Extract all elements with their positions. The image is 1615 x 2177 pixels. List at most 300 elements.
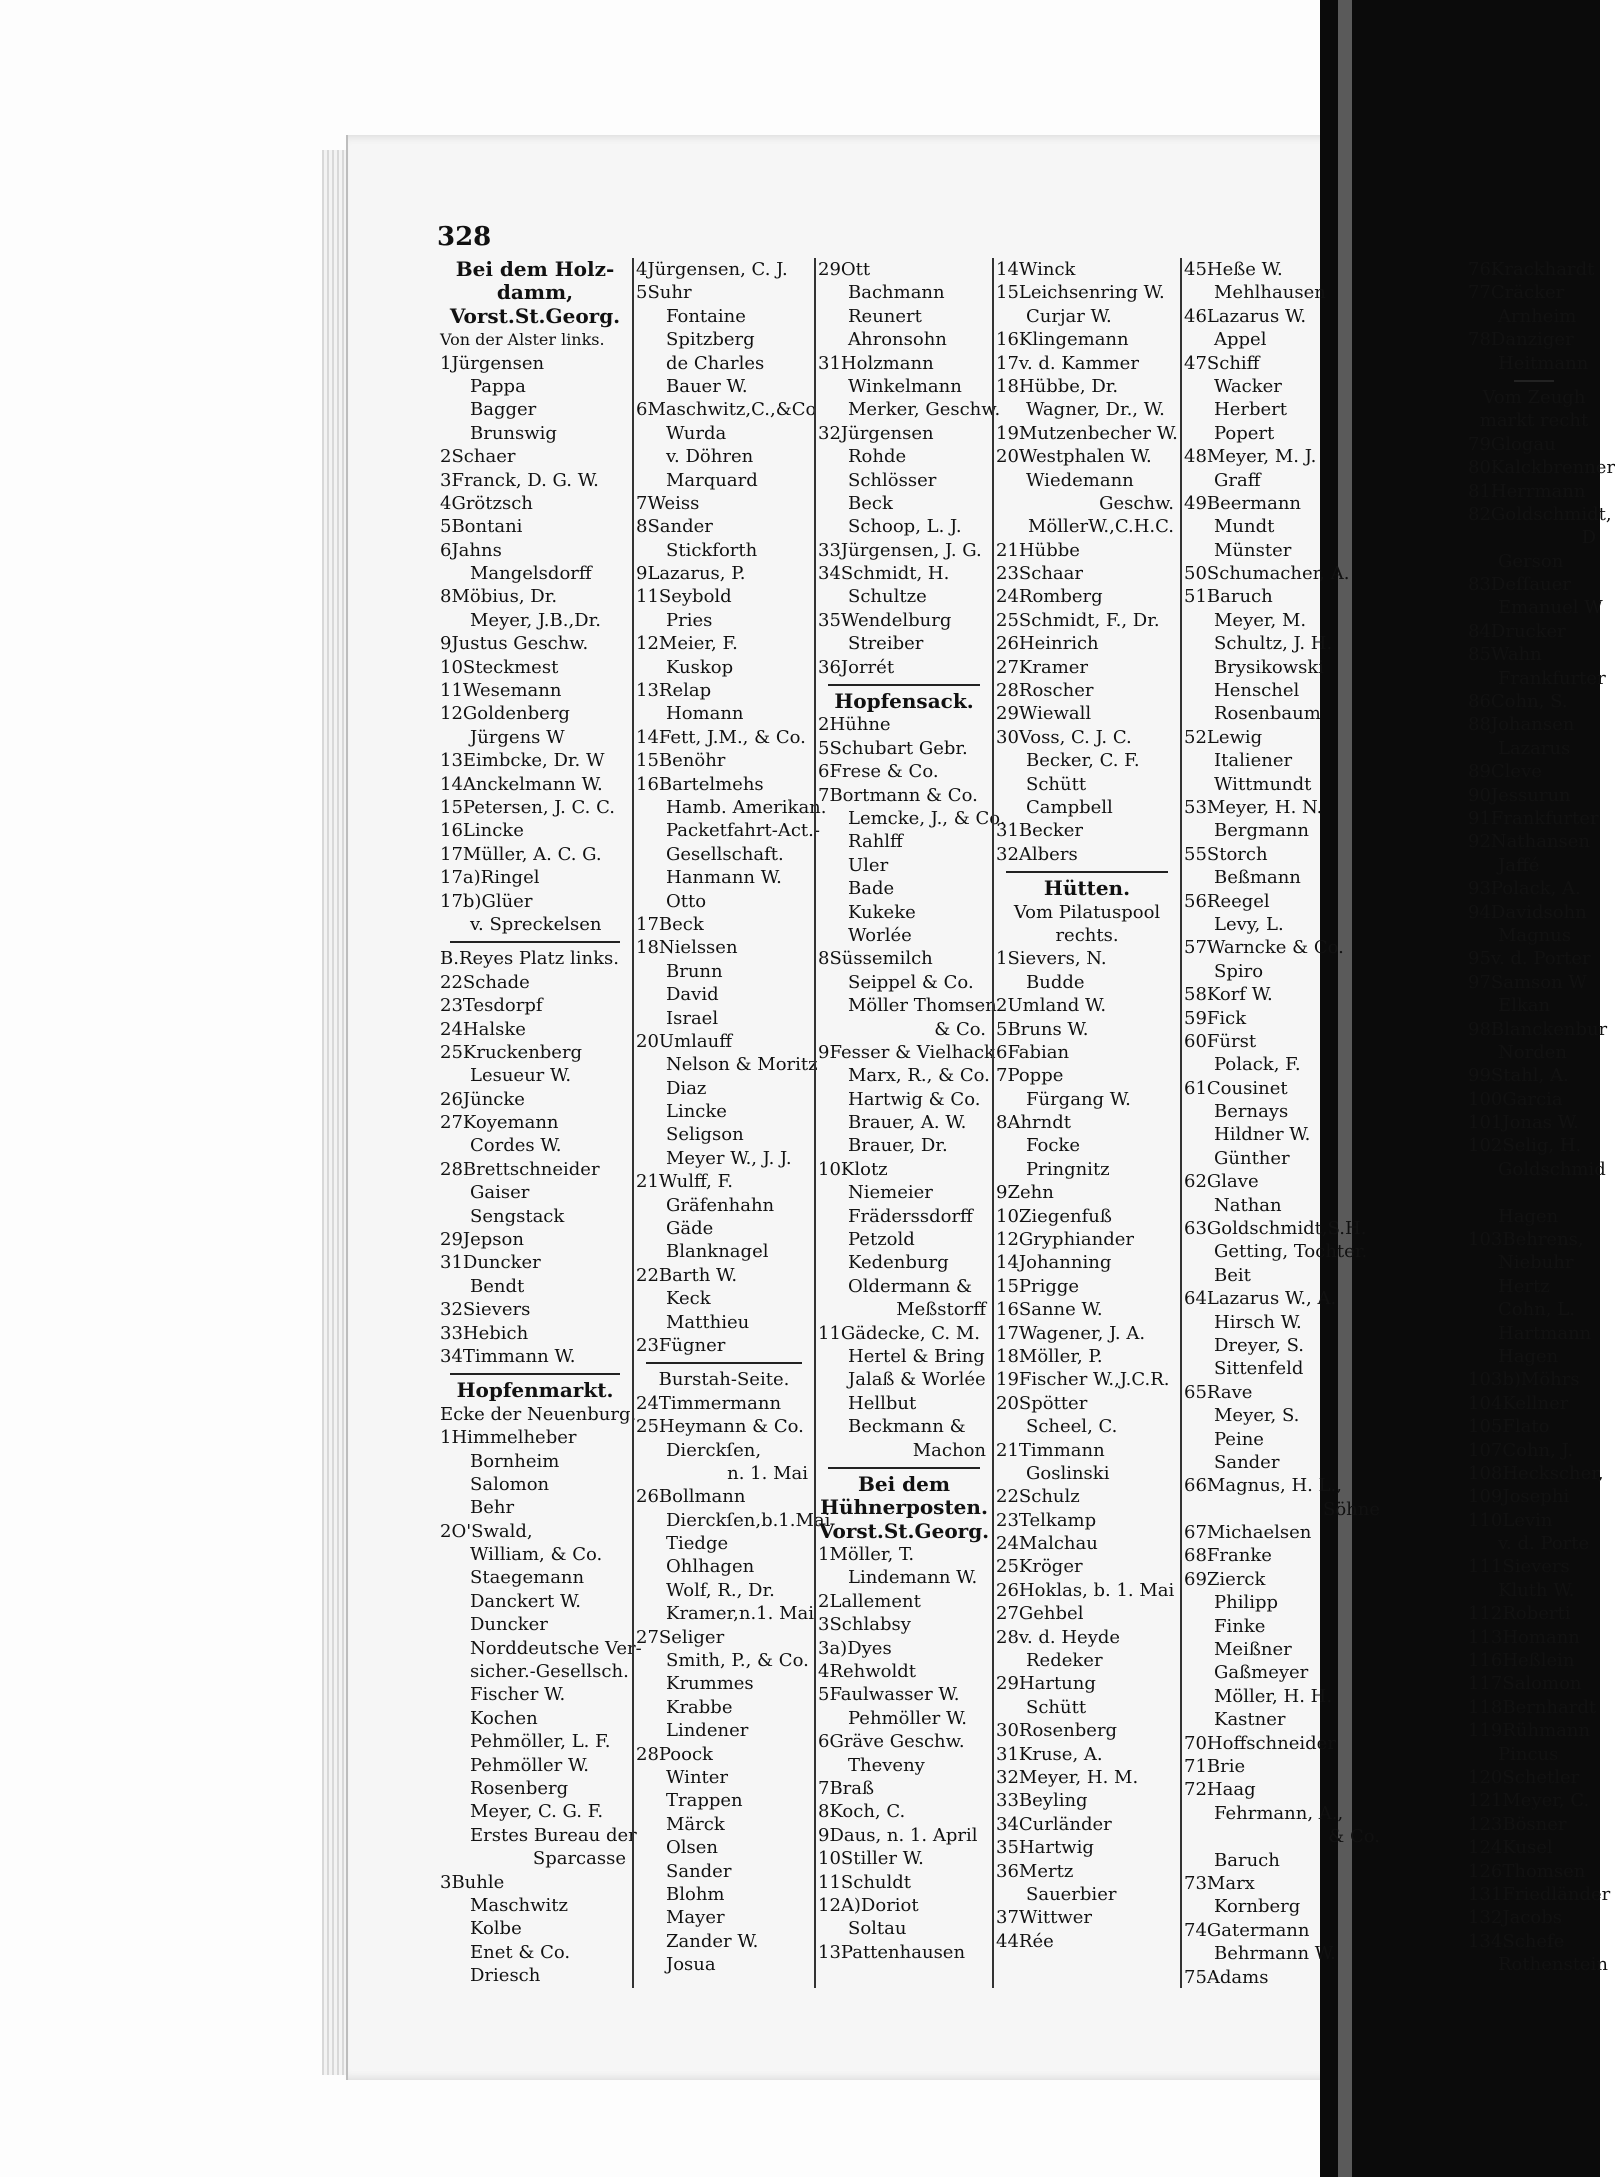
directory-entry: 49Beermann: [1184, 492, 1302, 514]
directory-entry: 10Stiller W.: [818, 1848, 924, 1870]
directory-entry: Reunert: [848, 305, 922, 327]
directory-entry: 70Hoffschneider: [1184, 1732, 1336, 1754]
directory-entry: Fehrmann, A.,: [1214, 1802, 1344, 1824]
directory-entry: 48Meyer, M. J.: [1184, 446, 1317, 468]
directory-entry: Kedenburg: [848, 1252, 949, 1274]
directory-entry: Wittmundt: [1214, 773, 1312, 795]
directory-entry: Kolbe: [470, 1918, 522, 1940]
directory-entry: Focke: [1026, 1135, 1080, 1157]
directory-entry: 67Michaelsen: [1184, 1522, 1312, 1544]
directory-entry: 23Fügner: [636, 1334, 726, 1356]
directory-entry: Bergmann: [1214, 820, 1309, 842]
directory-entry: Keck: [666, 1288, 711, 1310]
directory-entry: 91Frankfurter: [1468, 807, 1599, 829]
directory-entry: Bornheim: [470, 1450, 560, 1472]
directory-entry: 14Anckelmann W.: [440, 773, 603, 795]
directory-entry: 104Kellner: [1468, 1392, 1569, 1414]
directory-entry: 105Flato: [1468, 1416, 1550, 1438]
directory-entry: Peine: [1214, 1428, 1264, 1450]
directory-entry: Schultze: [848, 586, 927, 608]
directory-entry: 24Malchau: [996, 1533, 1098, 1555]
directory-entry: 78Danziger: [1468, 329, 1574, 351]
directory-entry: 15Prigge: [996, 1275, 1080, 1297]
directory-entry: Campbell: [1026, 796, 1113, 818]
directory-entry: Packetfahrt-Act.-: [666, 820, 820, 842]
directory-entry: Sander: [1214, 1451, 1280, 1473]
directory-entry: 13Pattenhausen: [818, 1941, 966, 1963]
directory-entry: 11Seybold: [636, 586, 732, 608]
directory-entry: Fontaine: [666, 305, 746, 327]
directory-entry: Schütt: [1026, 1696, 1087, 1718]
directory-entry: 101Jonas W.: [1468, 1112, 1579, 1134]
directory-entry: Bachmann: [848, 282, 945, 304]
directory-entry: 27Koyemann: [440, 1112, 559, 1134]
directory-entry: David: [666, 984, 719, 1006]
directory-entry: 6Frese & Co.: [818, 761, 939, 783]
directory-entry: 2Lallement: [818, 1590, 921, 1612]
directory-entry: 9Justus Geschw.: [440, 633, 589, 655]
directory-entry: Kuskop: [666, 656, 734, 678]
directory-entry: Pehmöller W.: [848, 1707, 968, 1729]
directory-entry: 72Haag: [1184, 1779, 1256, 1801]
directory-entry: 107Cohn, J.: [1468, 1439, 1574, 1461]
directory-entry: Worlée: [848, 924, 912, 946]
directory-entry: 25Schmidt, F., Dr.: [996, 609, 1160, 631]
directory-entry: Magnus: [1498, 924, 1572, 946]
directory-entry: Levy, L.: [1214, 913, 1284, 935]
directory-entry: 26Hoklas, b. 1. Mai: [996, 1579, 1175, 1601]
directory-entry: 109Josephi: [1468, 1486, 1570, 1508]
directory-entry: Rothenstein: [1498, 1954, 1608, 1976]
directory-entry: 2O'Swald,: [440, 1520, 533, 1542]
directory-entry: 11Schuldt: [818, 1871, 912, 1893]
directory-entry: Meyer, J.B.,Dr.: [470, 609, 601, 631]
directory-entry: 69Zierck: [1184, 1568, 1266, 1590]
directory-entry: 132Jacobs: [1468, 1907, 1562, 1929]
directory-column-5: [1184, 258, 1384, 1989]
directory-entry: 12Goldenberg: [440, 703, 570, 725]
directory-entry: 22Schulz: [996, 1486, 1080, 1508]
directory-entry: B.Reyes Platz links.: [440, 948, 619, 970]
directory-entry: 10Klotz: [818, 1158, 888, 1180]
directory-entry: Beckmann &: [848, 1416, 966, 1438]
directory-entry: Niebuhr: [1498, 1252, 1574, 1274]
directory-entry: 88Johansen: [1468, 714, 1575, 736]
directory-entry: 19Fischer W.,J.C.R.: [996, 1369, 1170, 1391]
directory-entry: 4Rehwoldt: [818, 1661, 917, 1683]
directory-entry: Petzold: [848, 1229, 915, 1251]
column-divider: [992, 258, 994, 1988]
directory-entry: 29Wiewall: [996, 703, 1092, 725]
directory-entry: 15Benöhr: [636, 750, 726, 772]
directory-entry: v. d. Porte: [1498, 1533, 1590, 1555]
directory-entry: 37Wittwer: [996, 1907, 1092, 1929]
directory-entry: 100Garcia: [1468, 1088, 1563, 1110]
directory-entry: Meißner: [1214, 1639, 1292, 1661]
directory-entry: 6Gräve Geschw.: [818, 1731, 965, 1753]
directory-entry: Herbert: [1214, 399, 1287, 421]
directory-entry: Vom Zeugh: [1482, 386, 1586, 408]
directory-entry: 102Selig, H.: [1468, 1135, 1582, 1157]
directory-entry: 28Roscher: [996, 680, 1094, 702]
directory-entry: 89Cleve: [1468, 761, 1542, 783]
directory-entry: 103b)Möhrs: [1468, 1369, 1580, 1391]
directory-entry: 95v. d. Porter: [1468, 948, 1591, 970]
directory-entry: Rahlff: [848, 831, 903, 853]
directory-entry: 117Salomon: [1468, 1673, 1582, 1695]
directory-entry: Gaiser: [470, 1182, 530, 1204]
directory-entry: 22Barth W.: [636, 1264, 738, 1286]
directory-entry: Rohde: [848, 446, 907, 468]
directory-entry: 16Klingemann: [996, 329, 1129, 351]
directory-entry: 57Warncke & Co.: [1184, 937, 1344, 959]
directory-entry: Henschel: [1214, 680, 1300, 702]
directory-entry: Behr: [470, 1497, 515, 1519]
directory-entry: 6Fabian: [996, 1041, 1070, 1063]
directory-entry: 23Telkamp: [996, 1509, 1097, 1531]
directory-entry: Gesellschaft.: [666, 843, 784, 865]
directory-entry: 62Glave: [1184, 1171, 1259, 1193]
directory-entry: 1Himmelheber: [440, 1427, 577, 1449]
directory-entry: & Co.: [1328, 1826, 1380, 1848]
directory-entry: 103Behrens,: [1468, 1229, 1584, 1251]
directory-entry: Graff: [1214, 469, 1261, 491]
directory-entry: Bagger: [470, 399, 537, 421]
directory-entry: Winter: [666, 1767, 729, 1788]
directory-entry: William, & Co.: [470, 1544, 603, 1566]
directory-entry: Kornberg: [1214, 1896, 1301, 1918]
directory-entry: Homann: [666, 703, 744, 725]
directory-entry: Wurda: [666, 422, 727, 444]
directory-entry: Gerson: [1498, 550, 1564, 572]
directory-entry: Wacker: [1214, 375, 1282, 397]
directory-entry: 76Krackhardt: [1468, 259, 1595, 280]
directory-entry: 28Poock: [636, 1743, 713, 1765]
directory-entry: 27Gehbel: [996, 1603, 1084, 1625]
directory-entry: Appel: [1214, 329, 1267, 351]
directory-entry: Duncker: [470, 1614, 548, 1636]
street-heading: Vorst.St.Georg.: [818, 1518, 990, 1543]
directory-entry: 93Polack, A.: [1468, 878, 1581, 900]
directory-entry: Spiro: [1214, 960, 1264, 982]
directory-entry: Trappen: [666, 1790, 743, 1812]
directory-entry: 13Eimbcke, Dr. W: [440, 750, 605, 772]
directory-entry: 35Hartwig: [996, 1837, 1094, 1859]
directory-entry: 9Zehn: [996, 1182, 1054, 1204]
directory-entry: 15Leichsenring W.: [996, 282, 1165, 304]
directory-entry: Hagen: [1498, 1345, 1559, 1367]
directory-entry: 10Ziegenfuß: [996, 1205, 1112, 1227]
directory-entry: Fürgang W.: [1026, 1088, 1131, 1110]
directory-entry: Sengstack: [470, 1205, 565, 1227]
directory-entry: 46Lazarus W.: [1184, 305, 1307, 327]
directory-entry: 3a)Dyes: [818, 1637, 892, 1659]
directory-entry: Meyer W., J. J.: [666, 1147, 792, 1169]
directory-entry: Gaßmeyer: [1214, 1662, 1309, 1684]
directory-entry: Blohm: [666, 1883, 725, 1905]
directory-entry: Oldermann &: [848, 1275, 973, 1297]
directory-entry: Vom Pilatuspool: [1013, 901, 1161, 923]
directory-entry: 34Schmidt, H.: [818, 563, 950, 585]
directory-entry: 23Tesdorpf: [440, 995, 543, 1017]
directory-entry: 18Hübbe, Dr.: [996, 375, 1119, 397]
directory-entry: 9Lazarus, P.: [636, 563, 746, 585]
directory-entry: 20Westphalen W.: [996, 446, 1152, 468]
directory-entry: 50Schumacher, A.: [1184, 563, 1350, 585]
directory-entry: Kluth W.: [1498, 1579, 1575, 1601]
directory-entry: Nelson & Moritz: [666, 1054, 818, 1076]
directory-entry: 82Goldschmidt,: [1468, 503, 1612, 525]
directory-entry: Hildner W.: [1214, 1124, 1311, 1146]
directory-entry: de Charles: [666, 352, 765, 374]
directory-entry: 123Bösner: [1468, 1813, 1567, 1835]
directory-entry: Pries: [666, 609, 713, 631]
directory-entry: Seippel & Co.: [848, 971, 974, 993]
directory-entry: 12Meier, F.: [636, 633, 738, 655]
directory-entry: Heitmann: [1498, 352, 1589, 374]
directory-entry: 111Sievers: [1468, 1556, 1570, 1578]
directory-entry: Bendt: [470, 1275, 525, 1297]
directory-column-2: [636, 258, 831, 1977]
directory-entry: 58Korf W.: [1184, 984, 1273, 1006]
directory-entry: Brysikowski: [1214, 656, 1325, 678]
street-heading: damm,: [496, 280, 574, 305]
directory-entry: 3Schlabsy: [818, 1614, 911, 1636]
directory-column-3: [818, 258, 1006, 1964]
directory-entry: Dreyer, S.: [1214, 1334, 1304, 1356]
street-heading: Vorst.St.Georg.: [449, 303, 621, 328]
directory-entry: Cordes W.: [470, 1135, 562, 1157]
directory-entry: 51Baruch: [1184, 586, 1273, 608]
directory-entry: 98Blanckenbur: [1468, 1018, 1608, 1040]
directory-entry: Salomon: [470, 1473, 550, 1495]
directory-entry: 32Albers: [996, 843, 1078, 865]
column-divider: [632, 258, 634, 1988]
directory-entry: 24Timmermann: [636, 1392, 782, 1414]
directory-entry: Pringnitz: [1026, 1158, 1110, 1180]
directory-entry: 26Heinrich: [996, 633, 1099, 655]
directory-entry: 3Franck, D. G. W.: [440, 469, 599, 491]
directory-entry: Lindener: [666, 1720, 749, 1742]
directory-entry: 2Umland W.: [996, 995, 1107, 1017]
directory-entry: 52Lewig: [1184, 726, 1263, 748]
directory-entry: Spitzberg: [666, 329, 755, 351]
directory-entry: 92Nathansen: [1468, 831, 1591, 853]
directory-entry: Fräderssdorff: [848, 1205, 973, 1227]
directory-entry: 20Umlauff: [636, 1030, 733, 1052]
directory-entry: Hartwig & Co.: [848, 1088, 981, 1110]
directory-entry: 65Rave: [1184, 1381, 1253, 1403]
directory-entry: 33Beyling: [996, 1790, 1088, 1812]
directory-entry: 44Rée: [996, 1930, 1054, 1952]
directory-entry: 34Timmann W.: [440, 1345, 576, 1367]
directory-entry: Dierckſen,: [666, 1439, 762, 1461]
directory-entry: 29Hartung: [996, 1673, 1096, 1695]
directory-entry: 8Ahrndt: [996, 1112, 1071, 1134]
directory-entry: Staegemann: [470, 1567, 585, 1589]
directory-entry: Marx, R., & Co.: [848, 1065, 990, 1087]
directory-entry: Maschwitz: [470, 1894, 568, 1916]
directory-entry: 119Rühmann: [1468, 1720, 1591, 1742]
directory-entry: Tiedge: [666, 1533, 729, 1555]
directory-entry: Josua: [666, 1954, 716, 1976]
directory-entry: 7Poppe: [996, 1065, 1064, 1087]
directory-entry: Schoop, L. J.: [848, 516, 962, 538]
directory-entry: Behrmann W.: [1214, 1943, 1336, 1965]
directory-entry: Möller Thomsen: [848, 995, 997, 1017]
directory-entry: 18Möller, P.: [996, 1345, 1103, 1367]
directory-entry: Stickforth: [666, 539, 758, 561]
directory-entry: Lesueur W.: [470, 1065, 572, 1087]
directory-entry: Danckert W.: [470, 1590, 582, 1612]
directory-entry: Uler: [848, 854, 889, 876]
directory-entry: 7Weiss: [636, 492, 700, 514]
directory-entry: 27Kramer: [996, 656, 1089, 678]
directory-entry: Becker, C. F.: [1026, 750, 1140, 772]
directory-entry: 36Mertz: [996, 1860, 1074, 1882]
directory-entry: 30Voss, C. J. C.: [996, 726, 1132, 748]
directory-entry: 118Bernhardt: [1468, 1696, 1597, 1718]
directory-entry: Norden: [1498, 1041, 1567, 1063]
directory-entry: Baruch: [1214, 1849, 1280, 1871]
directory-entry: 34Curländer: [996, 1813, 1112, 1835]
directory-entry: 83Deſſauer: [1468, 574, 1571, 596]
directory-entry: Hellbut: [848, 1392, 917, 1414]
directory-entry: Hertel & Bring: [848, 1345, 985, 1367]
directory-entry: Ohlhagen: [666, 1556, 755, 1578]
directory-entry: 21Wulff, F.: [636, 1171, 734, 1193]
directory-entry: Philipp: [1214, 1592, 1279, 1614]
directory-entry: 17v. d. Kammer: [996, 352, 1139, 374]
directory-entry: Söhne: [1322, 1498, 1380, 1520]
directory-entry: 74Gatermann: [1184, 1919, 1310, 1941]
directory-entry: Lemcke, J., & Co.: [848, 807, 1006, 829]
directory-entry: 47Schiff: [1184, 352, 1260, 374]
directory-entry: 19Mutzenbecher W.: [996, 422, 1178, 444]
directory-entry: 8Süssemilch: [818, 948, 933, 970]
directory-entry: Hirsch W.: [1214, 1311, 1302, 1333]
directory-entry: Lincke: [666, 1101, 727, 1123]
directory-entry: 24Halske: [440, 1018, 526, 1040]
directory-entry: 10Steckmest: [440, 656, 559, 678]
directory-entry: Märck: [666, 1813, 725, 1835]
directory-entry: Kramer,n.1. Mai: [666, 1603, 814, 1625]
directory-entry: 113Homann: [1468, 1626, 1580, 1648]
directory-entry: Cohn, L.: [1498, 1299, 1575, 1321]
directory-entry: Budde: [1026, 971, 1085, 993]
directory-entry: 121Meyer, C.: [1468, 1790, 1590, 1812]
directory-entry: 99Stahl, A.: [1468, 1065, 1569, 1087]
street-heading: Bei dem Holz-: [455, 257, 615, 281]
directory-entry: 71Brie: [1184, 1756, 1246, 1777]
directory-entry: 5Faulwasser W.: [818, 1684, 960, 1706]
directory-entry: Streiber: [848, 633, 924, 655]
directory-entry: 86Cohn, S.: [1468, 691, 1568, 713]
directory-entry: v. Spreckelsen: [470, 913, 602, 935]
directory-entry: 79Glogau: [1468, 433, 1556, 455]
directory-entry: 12Gryphiander: [996, 1229, 1135, 1251]
directory-entry: 75Adams: [1184, 1966, 1269, 1988]
directory-entry: Goldschmid: [1498, 1158, 1606, 1180]
directory-entry: 97Samson W: [1468, 971, 1587, 993]
directory-entry: Jalaß & Worlée: [848, 1369, 986, 1391]
directory-entry: 17a)Ringel: [440, 867, 540, 889]
directory-entry: Von der Alster links.: [440, 330, 605, 350]
directory-entry: 94Davidsohn: [1468, 901, 1587, 923]
directory-entry: 1Jürgensen: [440, 352, 545, 374]
directory-entry: Brauer, A. W.: [848, 1112, 967, 1134]
directory-entry: Merker, Geschw.: [848, 399, 1001, 421]
directory-entry: 84Drucker: [1468, 620, 1566, 642]
directory-entry: 22Schade: [440, 971, 530, 993]
directory-entry: 55Storch: [1184, 843, 1268, 865]
directory-entry: 126Thomsen: [1468, 1860, 1586, 1882]
directory-entry: Hartmann: [1498, 1322, 1592, 1344]
directory-entry: Zander W.: [666, 1930, 759, 1952]
directory-entry: 131Friedländer: [1468, 1883, 1611, 1905]
directory-entry: 16Bartelmehs: [636, 773, 764, 795]
directory-entry: Mehlhausen: [1214, 282, 1326, 304]
directory-entry: 60Fürst: [1184, 1030, 1257, 1052]
directory-entry: Burstah-Seite.: [658, 1369, 790, 1391]
directory-entry: 17Beck: [636, 913, 704, 935]
directory-entry: 56Reegel: [1184, 890, 1270, 912]
directory-entry: 25Heymann & Co.: [636, 1416, 804, 1438]
directory-entry: 85Wahn: [1468, 644, 1542, 666]
directory-entry: Pehmöller W.: [470, 1754, 590, 1776]
street-heading: Hühnerposten.: [820, 1495, 988, 1520]
directory-entry: 68Franke: [1184, 1545, 1272, 1567]
directory-entry: n. 1. Mai: [727, 1462, 808, 1484]
directory-entry: 8Sander: [636, 516, 713, 538]
directory-entry: Kochen: [470, 1707, 538, 1729]
directory-entry: 5Schubart Gebr.: [818, 737, 968, 759]
directory-entry: 14Winck: [996, 259, 1076, 280]
directory-entry: Beit: [1214, 1264, 1251, 1286]
directory-entry: Beck: [848, 492, 893, 514]
directory-entry: 33Jürgensen, J. G.: [818, 539, 982, 561]
directory-entry: Münster: [1214, 539, 1292, 561]
directory-entry: Wagner, Dr., W.: [1026, 399, 1165, 421]
directory-entry: 6Jahns: [440, 539, 502, 561]
street-heading: Hütten.: [1043, 876, 1131, 901]
directory-entry: 32Meyer, H. M.: [996, 1767, 1139, 1788]
directory-entry: Finke: [1214, 1615, 1266, 1637]
facing-page-column: [1468, 258, 1615, 1977]
directory-entry: Möller, H. H.: [1214, 1685, 1333, 1707]
directory-entry: Brauer, Dr.: [848, 1135, 948, 1157]
directory-entry: Diaz: [666, 1077, 707, 1099]
directory-entry: 31Kruse, A.: [996, 1743, 1103, 1765]
directory-entry: Hamb. Amerikan.: [666, 796, 827, 818]
directory-entry: rechts.: [1055, 924, 1119, 946]
directory-entry: Krummes: [666, 1673, 754, 1695]
directory-entry: 66Magnus, H. L.,: [1184, 1475, 1342, 1497]
directory-entry: 27Seliger: [636, 1626, 725, 1648]
directory-entry: Lindemann W.: [848, 1567, 978, 1589]
directory-entry: Goslinski: [1026, 1462, 1110, 1484]
directory-entry: 63Goldschmidt,S.H.: [1184, 1218, 1367, 1240]
directory-entry: Bauer W.: [666, 375, 748, 397]
directory-entry: Meyer, M.: [1214, 609, 1307, 631]
directory-entry: MöllerW.,C.H.C.: [1028, 516, 1174, 538]
directory-entry: Pehmöller, L. F.: [470, 1731, 611, 1753]
directory-entry: Theveny: [848, 1754, 925, 1776]
directory-entry: Israel: [666, 1007, 719, 1029]
street-heading: Bei dem: [857, 1471, 951, 1496]
directory-entry: 4Grötzsch: [440, 492, 533, 514]
directory-entry: Rosenbaum: [1214, 703, 1321, 725]
